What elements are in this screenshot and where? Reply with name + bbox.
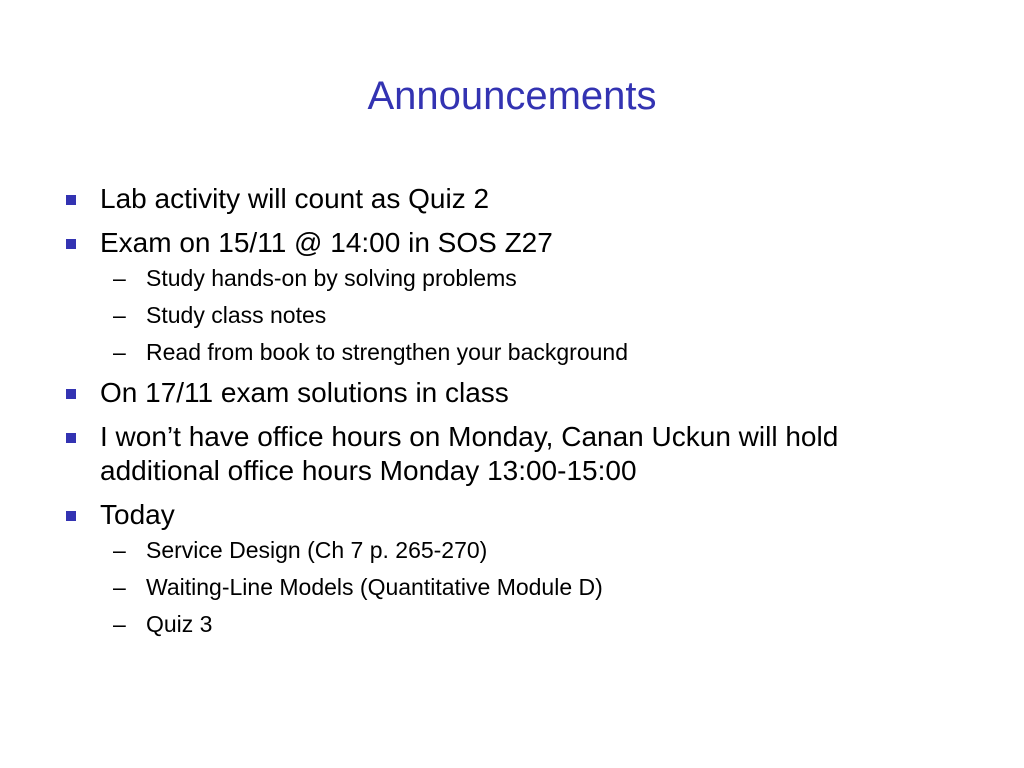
sub-bullet-item xyxy=(100,301,962,329)
sub-bullet-list xyxy=(100,264,962,366)
bullet-item-exam-solutions xyxy=(62,376,962,410)
bullet-item-today xyxy=(62,498,962,638)
sub-bullet-list xyxy=(100,536,962,638)
sub-bullet-text: Service Design (Ch 7 p. 265-270) xyxy=(146,537,488,563)
square-bullet-icon xyxy=(66,389,76,399)
dash-bullet-icon: – xyxy=(113,339,126,365)
square-bullet-icon xyxy=(66,195,76,205)
bullet-item-office-hours xyxy=(62,420,962,488)
dash-bullet-icon: – xyxy=(113,265,126,291)
sub-bullet-item xyxy=(100,338,962,366)
dash-bullet-icon: – xyxy=(113,302,126,328)
dash-bullet-icon: – xyxy=(113,537,126,563)
square-bullet-icon xyxy=(66,433,76,443)
dash-bullet-icon: – xyxy=(113,611,126,637)
bullet-text: On 17/11 exam solutions in class xyxy=(100,377,509,408)
bullet-list xyxy=(62,182,962,648)
square-bullet-icon xyxy=(66,511,76,521)
sub-bullet-text: Study class notes xyxy=(146,302,327,328)
sub-bullet-item xyxy=(100,573,962,601)
square-bullet-icon xyxy=(66,239,76,249)
sub-bullet-text: Read from book to strengthen your background xyxy=(146,339,629,365)
dash-bullet-icon: – xyxy=(113,574,126,600)
sub-bullet-item xyxy=(100,536,962,564)
bullet-text: Exam on 15/11 @ 14:00 in SOS Z27 xyxy=(100,227,553,258)
bullet-text: I won’t have office hours on Monday, Canan Uckun will hold additional office hours Monday 13:00-15:00 xyxy=(100,421,839,486)
sub-bullet-text: Quiz 3 xyxy=(146,611,213,637)
bullet-item-lab-activity xyxy=(62,182,962,216)
sub-bullet-item xyxy=(100,264,962,292)
bullet-text: Today xyxy=(100,499,175,530)
bullet-item-exam xyxy=(62,226,962,366)
bullet-text: Lab activity will count as Quiz 2 xyxy=(100,183,490,214)
slide-title: Announcements xyxy=(367,74,657,118)
sub-bullet-text: Study hands-on by solving problems xyxy=(146,265,517,291)
sub-bullet-text: Waiting-Line Models (Quantitative Module D) xyxy=(146,574,603,600)
sub-bullet-item xyxy=(100,610,962,638)
